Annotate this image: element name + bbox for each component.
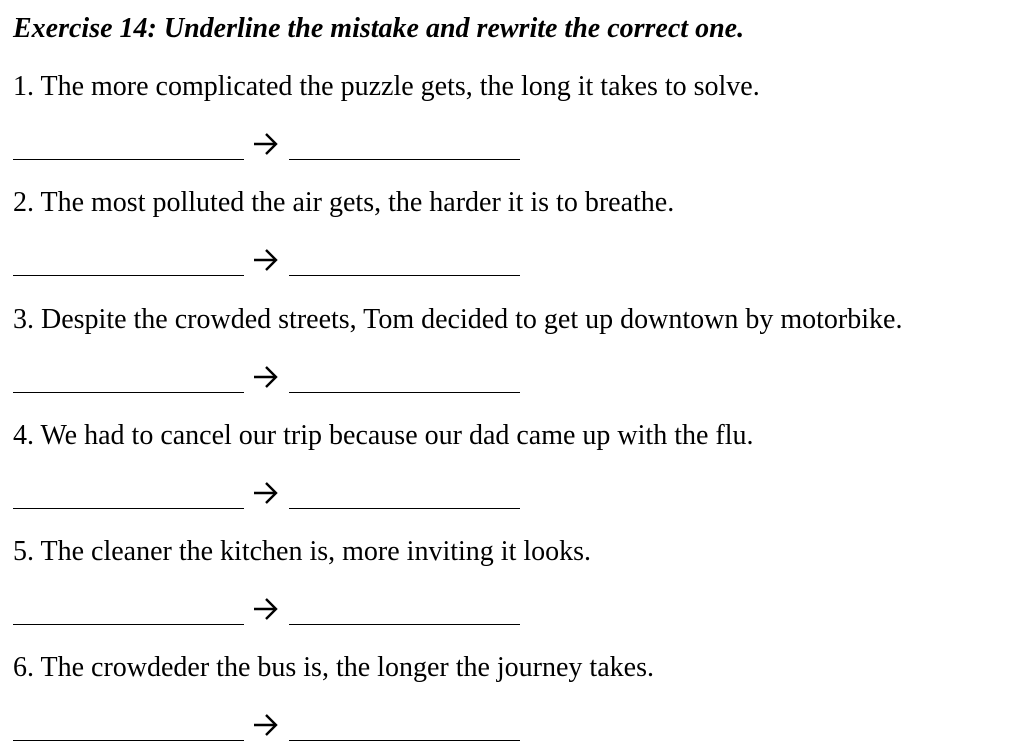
right-arrow-icon xyxy=(251,359,281,395)
mistake-blank-3[interactable] xyxy=(13,392,244,393)
sentence-1: 1. The more complicated the puzzle gets, the long it takes to solve. xyxy=(13,71,760,102)
mistake-blank-2[interactable] xyxy=(13,275,244,276)
exercise-item-6 xyxy=(0,651,1010,751)
sentence-2: 2. The most polluted the air gets, the harder it is to breathe. xyxy=(13,187,675,218)
sentence-5: 5. The cleaner the kitchen is, more inviting it looks. xyxy=(13,536,592,567)
correction-blank-1[interactable] xyxy=(289,159,520,160)
sentence-3: 3. Despite the crowded streets, Tom decided to get up downtown by motorbike. xyxy=(13,304,903,335)
mistake-blank-6[interactable] xyxy=(13,740,244,741)
correction-blank-2[interactable] xyxy=(289,275,520,276)
exercise-item-3 xyxy=(0,303,1010,419)
correction-blank-5[interactable] xyxy=(289,624,520,625)
answer-row-3 xyxy=(13,359,533,395)
answer-row-4 xyxy=(13,475,533,511)
answer-row-6 xyxy=(13,707,533,743)
right-arrow-icon xyxy=(251,126,281,162)
exercise-item-1 xyxy=(0,70,1010,186)
exercise-title: Exercise 14: Underline the mistake and rewrite the correct one. xyxy=(13,13,745,44)
correction-blank-4[interactable] xyxy=(289,508,520,509)
mistake-blank-5[interactable] xyxy=(13,624,244,625)
exercise-item-4 xyxy=(0,419,1010,535)
sentence-6: 6. The crowdeder the bus is, the longer the journey takes. xyxy=(13,652,654,683)
mistake-blank-1[interactable] xyxy=(13,159,244,160)
right-arrow-icon xyxy=(251,707,281,743)
mistake-blank-4[interactable] xyxy=(13,508,244,509)
answer-row-5 xyxy=(13,591,533,627)
correction-blank-6[interactable] xyxy=(289,740,520,741)
right-arrow-icon xyxy=(251,475,281,511)
right-arrow-icon xyxy=(251,242,281,278)
answer-row-2 xyxy=(13,242,533,278)
right-arrow-icon xyxy=(251,591,281,627)
exercise-item-2 xyxy=(0,186,1010,302)
sentence-4: 4. We had to cancel our trip because our dad came up with the flu. xyxy=(13,420,754,451)
answer-row-1 xyxy=(13,126,533,162)
exercise-item-5 xyxy=(0,535,1010,651)
correction-blank-3[interactable] xyxy=(289,392,520,393)
